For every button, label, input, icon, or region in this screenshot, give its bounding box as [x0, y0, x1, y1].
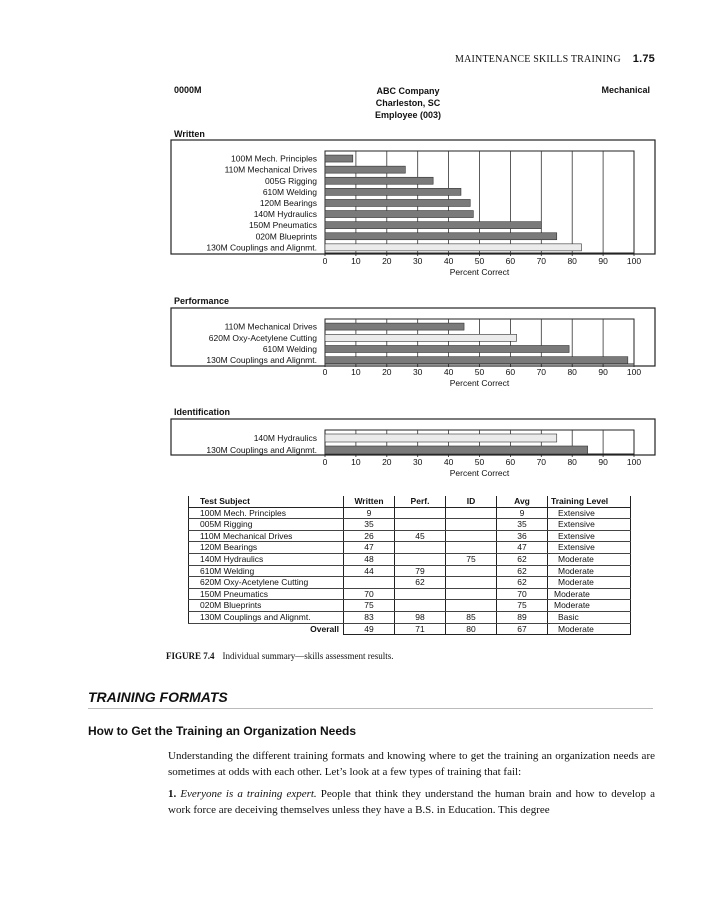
chart-performance	[171, 308, 655, 388]
table-cell	[446, 600, 497, 612]
category-label: 130M Couplings and Alignmt.	[206, 445, 317, 455]
header-department: Mechanical	[601, 85, 650, 95]
table-row	[189, 565, 631, 577]
category-label: 610M Welding	[262, 344, 317, 354]
table-cell: 020M Blueprints	[189, 600, 344, 612]
table-cell	[395, 553, 446, 565]
x-tick-label: 90	[598, 256, 608, 266]
page-number: 1.75	[632, 53, 655, 65]
x-tick-label: 60	[505, 457, 516, 467]
table-row	[189, 553, 631, 565]
overall-cell: Moderate	[548, 623, 631, 635]
table-cell: 26	[344, 530, 395, 542]
category-label: 610M Welding	[262, 186, 317, 197]
table-cell: Extensive	[548, 507, 631, 519]
x-tick-label: 100	[626, 256, 642, 266]
x-tick-label: 50	[474, 256, 485, 266]
table-cell: 75	[344, 600, 395, 612]
category-label: 130M Couplings and Alignmt.	[206, 355, 317, 366]
table-cell: 130M Couplings and Alignmt.	[189, 611, 344, 623]
category-label: 110M Mechanical Drives	[224, 321, 317, 332]
x-tick-label: 50	[474, 457, 485, 467]
x-tick-label: 40	[443, 457, 454, 467]
bar	[325, 346, 569, 353]
table-cell	[395, 507, 446, 519]
table-cell: 70	[497, 588, 548, 600]
overall-cell: 71	[395, 623, 446, 635]
table-cell: 75	[446, 553, 497, 565]
table-cell: Basic	[548, 611, 631, 623]
table-cell: 44	[344, 565, 395, 577]
bar	[325, 323, 464, 330]
category-label: 020M Blueprints	[255, 231, 317, 242]
category-label: 620M Oxy-Acetylene Cutting	[208, 332, 317, 343]
table-cell: 120M Bearings	[189, 542, 344, 554]
table-cell	[446, 565, 497, 577]
header-code: 0000M	[174, 85, 202, 95]
table-cell: 62	[497, 553, 548, 565]
table-cell: 9	[497, 507, 548, 519]
table-cell: 62	[497, 577, 548, 589]
table-cell: 35	[344, 519, 395, 531]
table-cell: Extensive	[548, 542, 631, 554]
x-tick-label: 20	[382, 256, 392, 266]
x-tick-label: 30	[412, 367, 423, 377]
bar	[325, 177, 433, 184]
table-cell: 47	[497, 542, 548, 554]
table-cell	[395, 519, 446, 531]
table-cell	[446, 588, 497, 600]
x-tick-label: 30	[412, 256, 423, 266]
table-cell: 62	[395, 577, 446, 589]
x-axis-label: Percent Correct	[449, 468, 510, 478]
x-tick-label: 0	[322, 367, 328, 377]
x-tick-label: 70	[536, 256, 547, 266]
x-tick-label: 10	[351, 367, 361, 377]
score-table	[188, 496, 631, 635]
x-tick-label: 60	[505, 367, 516, 377]
section-rule	[88, 708, 653, 709]
table-cell	[446, 577, 497, 589]
col-test-subject: Test Subject	[189, 496, 344, 507]
x-tick-label: 50	[474, 367, 485, 377]
chart-identification	[171, 419, 655, 478]
table-cell: 85	[446, 611, 497, 623]
figure-label: FIGURE 7.4	[166, 651, 215, 661]
col-avg: Avg	[497, 496, 548, 507]
table-cell: 70	[344, 588, 395, 600]
category-label: 150M Pneumatics	[248, 220, 317, 231]
table-cell: 9	[344, 507, 395, 519]
table-cell	[446, 507, 497, 519]
table-cell: Moderate	[548, 553, 631, 565]
table-row	[189, 542, 631, 554]
table-row	[189, 611, 631, 623]
x-tick-label: 90	[598, 367, 608, 377]
category-label: 005G Rigging	[265, 175, 317, 186]
table-row	[189, 577, 631, 589]
bar	[325, 199, 470, 206]
bar	[325, 446, 588, 454]
category-label: 130M Couplings and Alignmt.	[206, 242, 317, 253]
table-cell: 62	[497, 565, 548, 577]
bar	[325, 166, 405, 173]
col-id: ID	[446, 496, 497, 507]
x-tick-label: 80	[567, 367, 577, 377]
table-cell	[446, 542, 497, 554]
bar	[325, 155, 353, 162]
table-cell: 35	[497, 519, 548, 531]
table-cell: 89	[497, 611, 548, 623]
category-label: 120M Bearings	[259, 197, 317, 208]
x-tick-label: 20	[382, 367, 392, 377]
x-tick-label: 80	[567, 457, 577, 467]
table-cell: 620M Oxy-Acetylene Cutting	[189, 577, 344, 589]
table-row	[189, 600, 631, 612]
overall-cell: 49	[344, 623, 395, 635]
table-row	[189, 519, 631, 531]
x-tick-label: 70	[536, 457, 547, 467]
table-cell: 45	[395, 530, 446, 542]
table-cell	[395, 588, 446, 600]
section-title: TRAINING FORMATS	[88, 689, 228, 705]
table-cell: 47	[344, 542, 395, 554]
overall-cell: 67	[497, 623, 548, 635]
category-label: 140M Hydraulics	[253, 433, 317, 443]
x-tick-label: 40	[443, 256, 454, 266]
bar	[325, 222, 541, 229]
overall-label: Overall	[310, 623, 339, 634]
table-cell: 98	[395, 611, 446, 623]
bar	[325, 434, 557, 442]
subsection-title: How to Get the Training an Organization Needs	[88, 724, 357, 738]
table-cell	[395, 542, 446, 554]
header-employee: Employee (003)	[374, 110, 442, 120]
table-cell: Moderate	[548, 565, 631, 577]
table-cell: Extensive	[548, 519, 631, 531]
table-cell: 610M Welding	[189, 565, 344, 577]
table-cell: 005M Rigging	[189, 519, 344, 531]
table-cell	[344, 577, 395, 589]
col-training-level: Training Level	[548, 496, 631, 507]
x-tick-label: 10	[351, 256, 361, 266]
table-row	[189, 530, 631, 542]
overall-cell: 80	[446, 623, 497, 635]
table-cell: 48	[344, 553, 395, 565]
x-tick-label: 0	[322, 256, 328, 266]
bar	[325, 188, 461, 195]
list-item-1-number: 1.	[168, 788, 177, 800]
x-axis-label: Percent Correct	[449, 378, 510, 388]
table-cell: 140M Hydraulics	[189, 553, 344, 565]
table-cell: 75	[497, 600, 548, 612]
running-head-title: MAINTENANCE SKILLS TRAINING	[455, 54, 621, 65]
x-tick-label: 20	[382, 457, 392, 467]
header-company: ABC Company	[376, 86, 440, 96]
table-cell	[446, 530, 497, 542]
table-cell: Moderate	[548, 588, 631, 600]
bar	[325, 233, 557, 240]
x-tick-label: 90	[598, 457, 608, 467]
table-cell: 36	[497, 530, 548, 542]
score-table-header	[189, 496, 631, 507]
table-cell: 79	[395, 565, 446, 577]
x-tick-label: 30	[412, 457, 423, 467]
category-label: 110M Mechanical Drives	[224, 164, 317, 175]
list-item-1-lead: Everyone is a training expert.	[180, 788, 317, 800]
header-location: Charleston, SC	[375, 98, 441, 108]
bar	[325, 244, 581, 251]
figure-caption-text: Individual summary—skills assessment results.	[222, 651, 394, 661]
category-label: 140M Hydraulics	[253, 209, 317, 220]
col-written: Written	[344, 496, 395, 507]
x-tick-label: 10	[351, 457, 361, 467]
x-tick-label: 100	[626, 457, 642, 467]
category-label: 100M Mech. Principles	[231, 153, 317, 164]
chart-written	[171, 140, 655, 277]
list-item-1	[168, 786, 655, 818]
section-performance-label: Performance	[174, 296, 230, 306]
table-cell: 83	[344, 611, 395, 623]
table-cell: Extensive	[548, 530, 631, 542]
table-overall-row	[189, 623, 631, 635]
figure-caption	[166, 651, 394, 661]
x-tick-label: 0	[322, 457, 328, 467]
x-axis-label: Percent Correct	[449, 267, 510, 277]
x-tick-label: 70	[536, 367, 547, 377]
table-cell	[395, 600, 446, 612]
x-tick-label: 100	[626, 367, 642, 377]
x-tick-label: 60	[505, 256, 516, 266]
table-cell: 100M Mech. Principles	[189, 507, 344, 519]
table-cell: Moderate	[548, 600, 631, 612]
intro-paragraph: Understanding the different training formats and knowing where to get the training an organization needs are sometimes at odds with each other. Let’s look at a few types of training that fail:	[168, 750, 655, 778]
table-cell: 150M Pneumatics	[189, 588, 344, 600]
bar	[325, 357, 628, 364]
x-tick-label: 80	[567, 256, 577, 266]
section-identification-label: Identification	[174, 407, 230, 417]
col-perf: Perf.	[395, 496, 446, 507]
bar	[325, 334, 517, 341]
bar	[325, 211, 473, 218]
table-row	[189, 507, 631, 519]
list-item-1-text: People that think they understand the human brain and how to develop a work force are deceiving themselves unless they have a B.S. in Education. This degree	[168, 788, 655, 816]
x-tick-label: 40	[443, 367, 454, 377]
table-cell	[446, 519, 497, 531]
section-written-label: Written	[174, 129, 205, 139]
table-row	[189, 588, 631, 600]
table-cell: Moderate	[548, 577, 631, 589]
table-cell: 110M Mechanical Drives	[189, 530, 344, 542]
